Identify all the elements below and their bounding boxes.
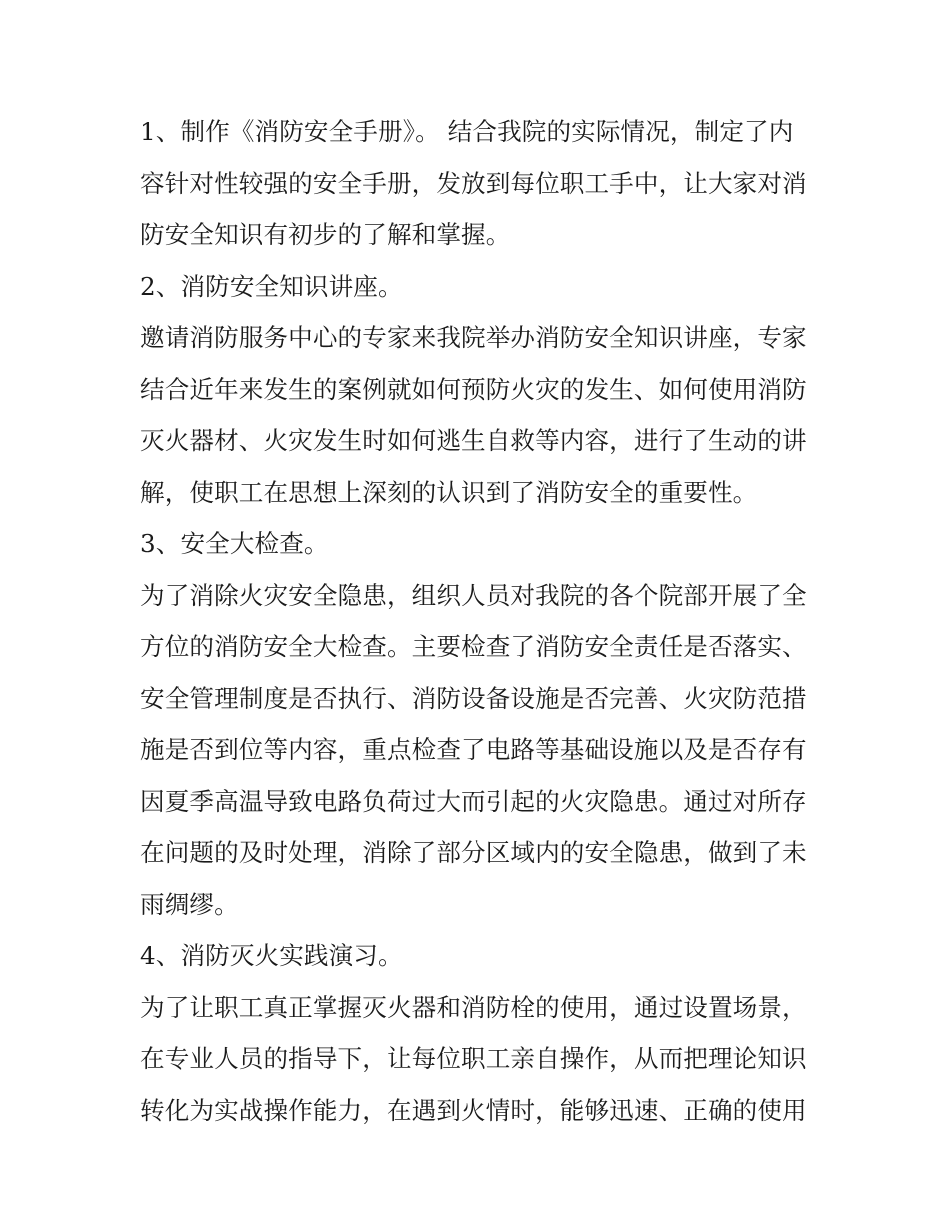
- text-line: 解，使职工在思想上深刻的认识到了消防安全的重要性。: [140, 477, 758, 507]
- section-heading: 4、消防灭火实践演习。: [140, 941, 403, 970]
- section-heading: 3、安全大检查。: [140, 529, 329, 558]
- text-line: 结合近年来发生的案例就如何预防火灾的发生、如何使用消防: [140, 374, 807, 404]
- section-heading: 2、消防安全知识讲座。: [140, 271, 403, 301]
- text-line: 为了让职工真正掌握灭火器和消防栓的使用，通过设置场景，: [140, 992, 807, 1022]
- text-line: 灭火器材、火灾发生时如何逃生自救等内容，进行了生动的讲: [140, 426, 807, 455]
- text-line: 在专业人员的指导下，让每位职工亲自操作，从而把理论知识: [140, 1044, 807, 1073]
- text-line: 在问题的及时处理，消除了部分区域内的安全隐患，做到了未: [140, 838, 807, 867]
- text-line: 防安全知识有初步的了解和掌握。: [140, 220, 511, 249]
- text-line: 容针对性较强的安全手册，发放到每位职工手中，让大家对消: [140, 168, 807, 198]
- document-body: [140, 106, 820, 1136]
- text-line: 因夏季高温导致电路负荷过大而引起的火灾隐患。通过对所存: [140, 786, 807, 816]
- text-line: 施是否到位等内容，重点检查了电路等基础设施以及是否存有: [140, 735, 807, 764]
- text-line: 雨绸缪。: [140, 889, 239, 919]
- text-line: 安全管理制度是否执行、消防设备设施是否完善、火灾防范措: [140, 683, 807, 713]
- text-line: 1、制作《消防安全手册》。 结合我院的实际情况，制定了内: [140, 117, 794, 146]
- text-line: 邀请消防服务中心的专家来我院举办消防安全知识讲座，专家: [140, 323, 807, 352]
- text-line: 转化为实战操作能力，在遇到火情时，能够迅速、正确的使用: [140, 1095, 807, 1125]
- text-line: 为了消除火灾安全隐患，组织人员对我院的各个院部开展了全: [140, 580, 807, 610]
- text-line: 方位的消防安全大检查。主要检查了消防安全责任是否落实、: [140, 632, 807, 661]
